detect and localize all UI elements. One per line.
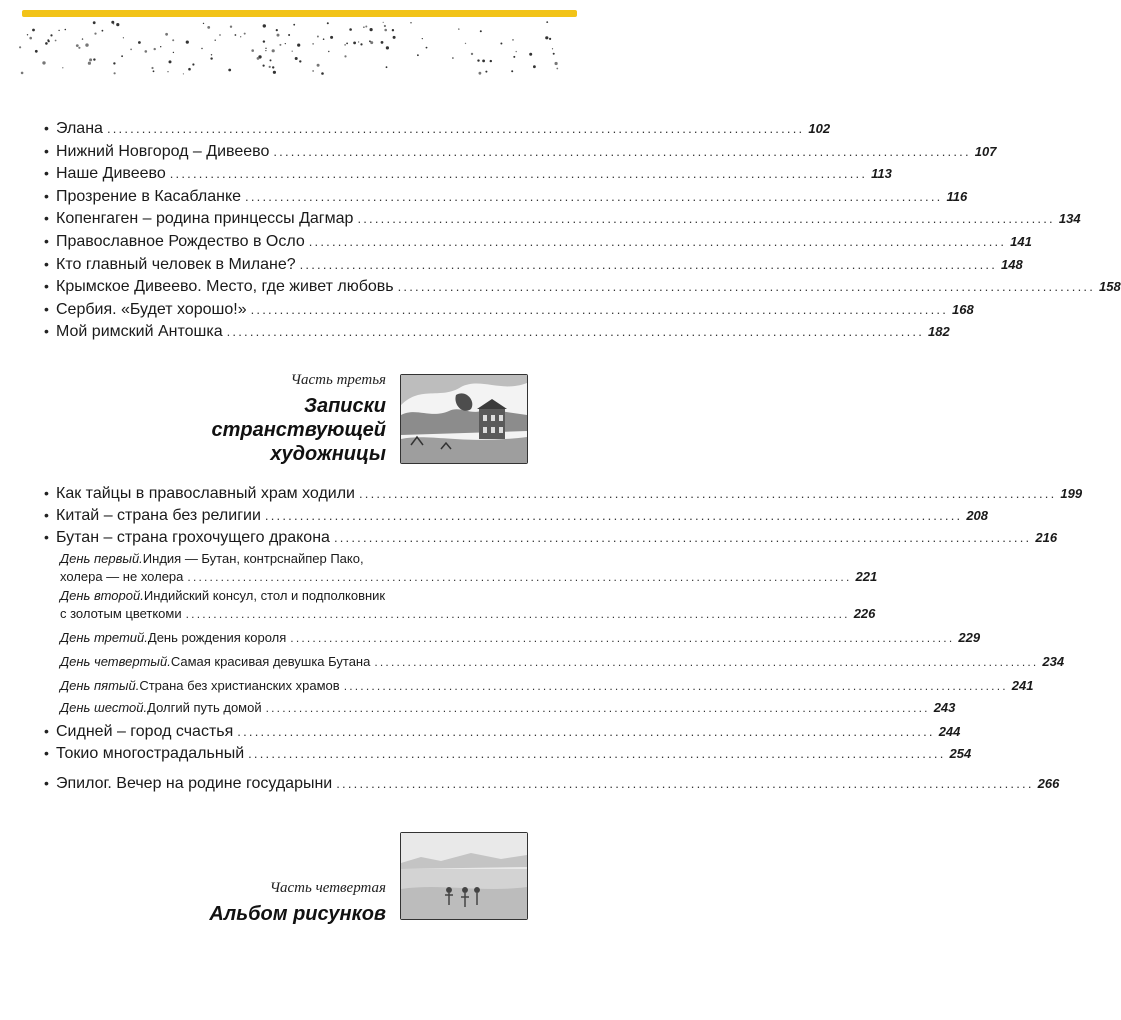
decor-dot xyxy=(62,67,63,68)
decor-dot xyxy=(422,38,423,39)
decor-dot xyxy=(276,29,278,31)
decor-dot xyxy=(93,58,95,60)
decor-dot xyxy=(172,39,174,41)
decor-dot xyxy=(121,55,123,57)
decor-dot xyxy=(384,29,387,32)
page-number: 107 xyxy=(974,143,997,159)
decor-dot xyxy=(330,36,333,39)
toc-entry xyxy=(44,210,1081,228)
decor-dot xyxy=(183,73,184,74)
subentry-text: Долгий путь домой xyxy=(147,700,262,715)
decor-dot xyxy=(263,40,265,42)
decor-dot xyxy=(19,46,21,48)
decor-dot xyxy=(88,62,91,65)
decor-dot xyxy=(410,22,411,23)
decor-dot xyxy=(511,70,513,72)
page-number: 229 xyxy=(958,630,981,645)
decor-dot xyxy=(76,44,79,47)
decor-dot xyxy=(344,44,345,45)
decor-dot xyxy=(297,44,300,47)
dot-leader: ........................................................................................................................ xyxy=(264,508,963,523)
decor-dot xyxy=(383,22,384,23)
decor-dot xyxy=(516,51,517,52)
decor-dot xyxy=(78,47,80,49)
decor-dot xyxy=(114,72,116,74)
decor-dot xyxy=(365,26,367,28)
decor-dot xyxy=(192,63,194,65)
page-number: 113 xyxy=(871,166,892,182)
decor-dot xyxy=(240,36,241,37)
page-number: 168 xyxy=(952,301,974,317)
bullet: • xyxy=(44,323,49,340)
toc-entry xyxy=(44,278,1121,296)
decor-dot xyxy=(458,28,460,30)
bullet: • xyxy=(44,745,49,761)
decor-dot xyxy=(485,71,487,73)
toc-entry xyxy=(44,187,968,206)
decor-dot xyxy=(553,53,555,55)
decor-dot xyxy=(344,55,346,57)
toc-entry xyxy=(44,142,997,161)
decor-dot xyxy=(35,50,38,53)
dot-leader: ........................................................................................................................ xyxy=(357,211,1055,227)
page-number: 254 xyxy=(949,746,972,761)
decor-dot xyxy=(263,65,265,67)
decor-dot xyxy=(317,36,319,38)
dot-leader: ........................................................................................................................ xyxy=(374,655,1039,669)
decor-dot xyxy=(215,40,216,41)
entry-title: Китай – страна без религии xyxy=(56,507,261,524)
decor-dot xyxy=(203,23,204,24)
decor-dot xyxy=(465,43,466,44)
entry-title: Наше Дивеево xyxy=(56,165,166,183)
page-number: 182 xyxy=(928,324,950,340)
bullet: • xyxy=(44,120,49,136)
decor-dot xyxy=(32,29,35,32)
bullet: • xyxy=(44,165,49,182)
decor-dot xyxy=(50,34,52,36)
decor-dot xyxy=(29,37,32,40)
decor-dot xyxy=(545,36,548,39)
decor-dot xyxy=(55,40,57,42)
decor-dot xyxy=(556,68,558,70)
bullet: • xyxy=(44,507,49,523)
dot-leader: ........................................................................................................................ xyxy=(237,724,935,739)
decor-dot xyxy=(82,38,83,39)
decor-dot xyxy=(452,57,454,59)
toc-entry xyxy=(44,323,950,341)
decor-dot xyxy=(111,21,114,24)
decor-dot xyxy=(65,29,67,31)
decor-dot xyxy=(295,57,298,60)
decor-dot xyxy=(285,43,286,44)
toc-subentry xyxy=(60,700,956,715)
toc-entry xyxy=(44,255,1023,274)
decor-dot xyxy=(393,36,396,39)
day-label: День четвертый. xyxy=(60,654,171,669)
dot-leader: ........................................................................................................................ xyxy=(245,188,943,204)
bullet: • xyxy=(44,187,49,204)
page-number: 208 xyxy=(966,508,989,523)
decor-dot xyxy=(327,22,329,24)
dot-leader: ........................................................................................................................ xyxy=(397,279,1096,295)
day-label: День второй. xyxy=(60,588,144,603)
decor-dot xyxy=(477,59,479,61)
decor-dot xyxy=(358,41,359,42)
decor-dot xyxy=(21,72,24,75)
day-label: День третий. xyxy=(60,630,148,645)
subentry-text-cont: холера — не холера xyxy=(60,569,184,584)
subentry-text: Индийский консул, стол и подполковник xyxy=(143,588,386,603)
decor-dot xyxy=(244,33,246,35)
dot-leader: ........................................................................................................................ xyxy=(290,631,955,645)
decor-dot xyxy=(211,54,212,55)
decor-dot xyxy=(201,48,202,49)
decor-dot xyxy=(113,62,115,64)
entry-title: Нижний Новгород – Дивеево xyxy=(56,142,270,160)
entry-title: Православное Рождество в Осло xyxy=(56,233,305,250)
decor-dot xyxy=(265,48,266,49)
subentry-text: Индия — Бутан, контрснайпер Пако, xyxy=(142,551,364,566)
decor-dot xyxy=(270,59,272,61)
bullet: • xyxy=(44,233,49,249)
decor-dot xyxy=(154,48,156,50)
decor-dot xyxy=(349,28,352,31)
page-number: 234 xyxy=(1042,654,1065,669)
decor-dot xyxy=(188,68,191,71)
subentry-text-cont: с золотым цветкоми xyxy=(60,606,182,621)
dot-leader: ........................................................................................................................ xyxy=(343,679,1008,693)
bullet: • xyxy=(44,142,49,159)
entry-title: Эпилог. Вечер на родине государыни xyxy=(56,775,333,792)
dot-leader: ........................................................................................................................ xyxy=(248,746,946,761)
dot-leader: ........................................................................................................................ xyxy=(299,256,998,272)
decor-dot xyxy=(312,70,313,71)
bullet: • xyxy=(44,278,49,295)
subentry-text: Страна без христианских храмов xyxy=(139,678,340,693)
decor-dot xyxy=(257,57,260,60)
page-number: 148 xyxy=(1001,256,1023,272)
decor-dot xyxy=(230,26,232,28)
part4-label: Часть четвертая xyxy=(269,880,386,896)
decor-dot xyxy=(381,41,384,44)
decor-dot xyxy=(353,42,356,45)
dot-leader: ........................................................................................................................ xyxy=(250,301,949,317)
entry-title: Сидней – город счастья xyxy=(56,723,234,740)
decor-dot xyxy=(160,46,161,47)
decor-dot xyxy=(116,23,119,26)
decor-dot xyxy=(479,72,482,75)
decor-dot xyxy=(265,50,266,51)
dot-leader: ........................................................................................................................ xyxy=(169,166,868,182)
dot-pattern xyxy=(0,0,589,80)
page-number: 158 xyxy=(1099,279,1121,295)
dot-leader: ........................................................................................................................ xyxy=(106,121,805,136)
dot-leader: ........................................................................................................................ xyxy=(308,234,1007,249)
decor-dot xyxy=(45,42,48,45)
page-number: 116 xyxy=(946,188,968,204)
entry-title: Копенгаген – родина принцессы Дагмар xyxy=(56,210,354,228)
dot-leader: ........................................................................................................................ xyxy=(359,486,1057,501)
decor-dot xyxy=(321,72,324,75)
dot-leader: ........................................................................................................................ xyxy=(273,143,971,159)
subentry-text: День рождения короля xyxy=(147,630,287,645)
subentry-text: Самая красивая девушка Бутана xyxy=(170,654,371,669)
decor-dot xyxy=(363,27,364,28)
day-label: День пятый. xyxy=(60,678,140,693)
toc-entry xyxy=(44,165,892,183)
decor-dot xyxy=(500,43,502,45)
part4-illustration xyxy=(400,832,528,920)
decor-dot xyxy=(145,50,148,53)
decor-dot xyxy=(42,61,45,64)
dot-leader: ........................................................................................................................ xyxy=(333,530,1032,545)
part3-title-line: странствующей xyxy=(211,419,386,441)
decor-dot xyxy=(186,41,189,44)
decor-dot xyxy=(94,33,96,35)
part4-title: Альбом рисунков xyxy=(209,903,386,925)
decor-dot xyxy=(386,46,389,49)
toc-subentry xyxy=(60,678,1034,693)
page-number: 221 xyxy=(855,569,878,584)
toc-entry xyxy=(44,529,1058,547)
decor-dot xyxy=(58,30,59,31)
decor-dot xyxy=(269,66,271,68)
bullet: • xyxy=(44,255,49,272)
toc-entry xyxy=(44,485,1083,503)
decor-dot xyxy=(317,64,320,67)
decor-dot xyxy=(480,30,482,32)
entry-title: Элана xyxy=(56,120,103,137)
page-number: 243 xyxy=(933,700,956,715)
decor-dot xyxy=(102,30,104,32)
decor-dot xyxy=(546,21,548,23)
decor-dot xyxy=(228,69,231,72)
dot-leader: ........................................................................................................................ xyxy=(187,570,852,584)
toc-subentry xyxy=(60,630,981,645)
bullet: • xyxy=(44,723,49,739)
decor-dot xyxy=(392,29,394,31)
decor-dot xyxy=(426,47,428,49)
decor-dot xyxy=(555,62,558,65)
decor-dot xyxy=(292,51,293,52)
dot-leader: ........................................................................................................................ xyxy=(226,324,925,340)
decor-dot xyxy=(263,24,266,27)
decor-dot xyxy=(529,53,532,56)
decor-dot xyxy=(272,49,275,52)
toc-subentry xyxy=(60,588,876,621)
decor-dot xyxy=(47,39,49,41)
decor-dot xyxy=(299,60,301,62)
decor-dot xyxy=(386,66,388,68)
decor-dot xyxy=(417,54,419,56)
decor-dot xyxy=(513,56,515,58)
day-label: День первый. xyxy=(60,551,143,566)
decor-dot xyxy=(293,24,295,26)
decor-dot xyxy=(138,41,141,44)
part3-label: Часть третья xyxy=(290,372,386,388)
bullet: • xyxy=(44,529,49,545)
dot-leader: ........................................................................................................................ xyxy=(265,701,930,715)
decor-dot xyxy=(210,57,212,59)
decor-dot xyxy=(130,49,132,51)
bullet: • xyxy=(44,300,49,317)
decor-dot xyxy=(251,49,254,52)
toc-entry xyxy=(44,723,961,741)
page-number: 266 xyxy=(1037,776,1060,791)
decor-dot xyxy=(165,33,168,36)
decor-dot xyxy=(549,38,551,40)
decor-dot xyxy=(207,26,210,29)
page-number: 241 xyxy=(1011,678,1034,693)
decor-dot xyxy=(312,43,313,44)
decor-dot xyxy=(512,39,514,41)
part3-title-line: художницы xyxy=(270,443,386,465)
decor-dot xyxy=(169,60,172,63)
decor-dot xyxy=(323,38,325,40)
decor-dot xyxy=(346,43,348,45)
decor-dot xyxy=(173,52,174,53)
part3-illustration xyxy=(400,374,528,464)
decor-dot xyxy=(328,51,329,52)
entry-title: Бутан – страна грохочущего дракона xyxy=(56,529,330,546)
decor-dot xyxy=(490,60,492,62)
part3-title xyxy=(160,394,386,466)
decor-dot xyxy=(27,34,28,35)
decor-dot xyxy=(533,65,536,68)
toc-entry xyxy=(44,300,974,319)
decor-dot xyxy=(85,43,88,46)
entry-title: Кто главный человек в Милане? xyxy=(56,255,296,273)
decor-dot xyxy=(93,21,96,24)
page-number: 102 xyxy=(808,121,831,136)
page-number: 199 xyxy=(1060,486,1083,501)
toc-entry xyxy=(44,233,1032,251)
toc-subentry xyxy=(60,654,1065,669)
header-decoration xyxy=(0,0,589,80)
decor-dot xyxy=(273,71,276,74)
page-number: 226 xyxy=(853,606,876,621)
bullet: • xyxy=(44,485,49,501)
toc-entry xyxy=(44,745,972,763)
page-number: 141 xyxy=(1010,234,1032,249)
decor-dot xyxy=(360,43,362,45)
part3-title-line: Записки xyxy=(304,395,386,417)
decor-dot xyxy=(235,34,237,36)
decor-dot xyxy=(277,34,280,37)
decor-dot xyxy=(272,66,274,68)
entry-title: Мой римский Антошка xyxy=(56,323,223,341)
decor-dot xyxy=(370,28,373,31)
decor-dot xyxy=(471,53,473,55)
bullet: • xyxy=(44,210,49,227)
page-number: 134 xyxy=(1058,211,1081,227)
decor-dot xyxy=(552,48,553,49)
entry-title: Прозрение в Касабланке xyxy=(56,187,242,205)
toc-subentry xyxy=(60,551,878,584)
dot-leader: ........................................................................................................................ xyxy=(185,607,850,621)
toc-entry xyxy=(44,120,831,138)
decor-dot xyxy=(89,58,92,61)
entry-title: Сербия. «Будет хорошо!» xyxy=(56,300,247,318)
page-number: 216 xyxy=(1035,530,1058,545)
decor-dot xyxy=(123,37,124,38)
decor-dot xyxy=(279,44,281,46)
decor-dot xyxy=(370,41,373,44)
decor-dot xyxy=(153,70,155,72)
decor-dot xyxy=(167,71,168,72)
day-label: День шестой. xyxy=(60,700,148,715)
decor-dot xyxy=(151,67,153,69)
entry-title: Токио многострадальный xyxy=(56,745,245,762)
toc-epilogue xyxy=(44,775,1060,793)
entry-title: Как тайцы в православный храм ходили xyxy=(56,485,355,502)
bullet: • xyxy=(44,775,49,791)
dot-leader: ........................................................................................................................ xyxy=(336,776,1034,791)
decor-dot xyxy=(384,25,386,27)
decor-dot xyxy=(219,34,221,36)
decor-dot xyxy=(482,60,485,63)
decor-dot xyxy=(288,34,290,36)
toc-entry xyxy=(44,507,989,525)
entry-title: Крымское Дивеево. Место, где живет любовь xyxy=(56,278,394,296)
page-number: 244 xyxy=(938,724,961,739)
